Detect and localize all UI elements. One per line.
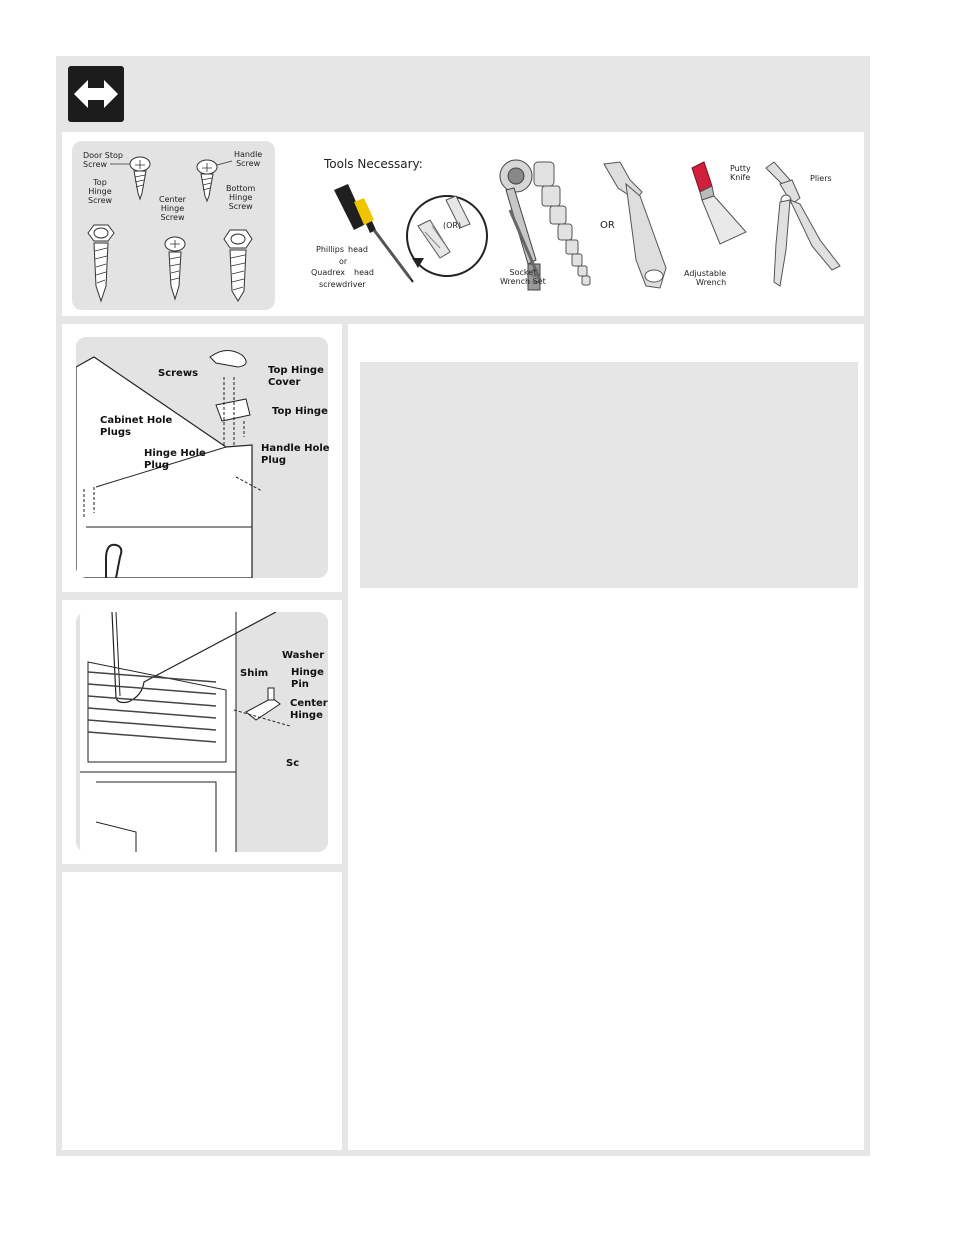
bottom-hinge-screw-icon [224, 230, 252, 301]
top-hinge-cover-callout: Top Hinge Cover [268, 365, 324, 388]
handle-hole-plug-callout: Handle Hole Plug [261, 443, 330, 466]
screws-illustration [72, 141, 275, 310]
hinge-pin-callout: Hinge Pin [291, 667, 324, 690]
door-stop-screw-icon [110, 157, 150, 199]
double-arrow-icon [68, 66, 124, 122]
tools-title: Tools Necessary: [324, 157, 423, 171]
tools-illustration [300, 140, 840, 310]
phillips-label: Phillips [316, 245, 345, 254]
screwdriver-label: screwdriver [319, 280, 366, 289]
handle-screw-icon [197, 160, 232, 201]
sc-callout: Sc [286, 758, 300, 769]
screws-callout: Screws [158, 368, 199, 379]
refrigerator-center-illustration [76, 612, 328, 852]
bottom-hinge-screw-label: Bottom Hinge Screw [226, 184, 256, 211]
center-hinge-callout: Center Hinge [290, 698, 328, 721]
note-box [360, 362, 858, 588]
center-hinge-screw-icon [165, 237, 185, 299]
door-stop-screw-label: Door Stop Screw [83, 151, 123, 169]
putty-knife-label: Putty Knife [730, 164, 751, 182]
center-hinge-figure-bg [76, 612, 328, 852]
bottom-left-panel [62, 872, 342, 1150]
sockets-icon [534, 162, 590, 285]
shim-callout: Shim [240, 668, 269, 679]
top-hinge-screw-label: Top Hinge Screw [88, 178, 113, 205]
handle-screw-label: Handle Screw [234, 150, 263, 168]
or-big-label: OR [600, 220, 615, 231]
hinge-hole-plug-callout: Hinge Hole Plug [144, 448, 206, 471]
washer-callout: Washer [282, 650, 325, 661]
socket-label: Socket Wrench Set [500, 268, 546, 286]
or-small-label: or [339, 257, 348, 266]
cabinet-hole-plugs-callout: Cabinet Hole Plugs [100, 415, 173, 438]
pliers-label: Pliers [810, 174, 832, 183]
top-hinge-screw-icon [88, 225, 114, 301]
bit-or-label: (OR) [443, 221, 462, 230]
adjustable-wrench-label: Adjustable Wrench [684, 269, 727, 287]
center-hinge-screw-label: Center Hinge Screw [159, 195, 186, 222]
quadrex-label: Quadrex [311, 268, 345, 277]
head2-label: head [354, 268, 374, 277]
screwdriver-bits-icon [407, 196, 487, 276]
head1-label: head [348, 245, 368, 254]
top-hinge-callout: Top Hinge [272, 406, 328, 417]
